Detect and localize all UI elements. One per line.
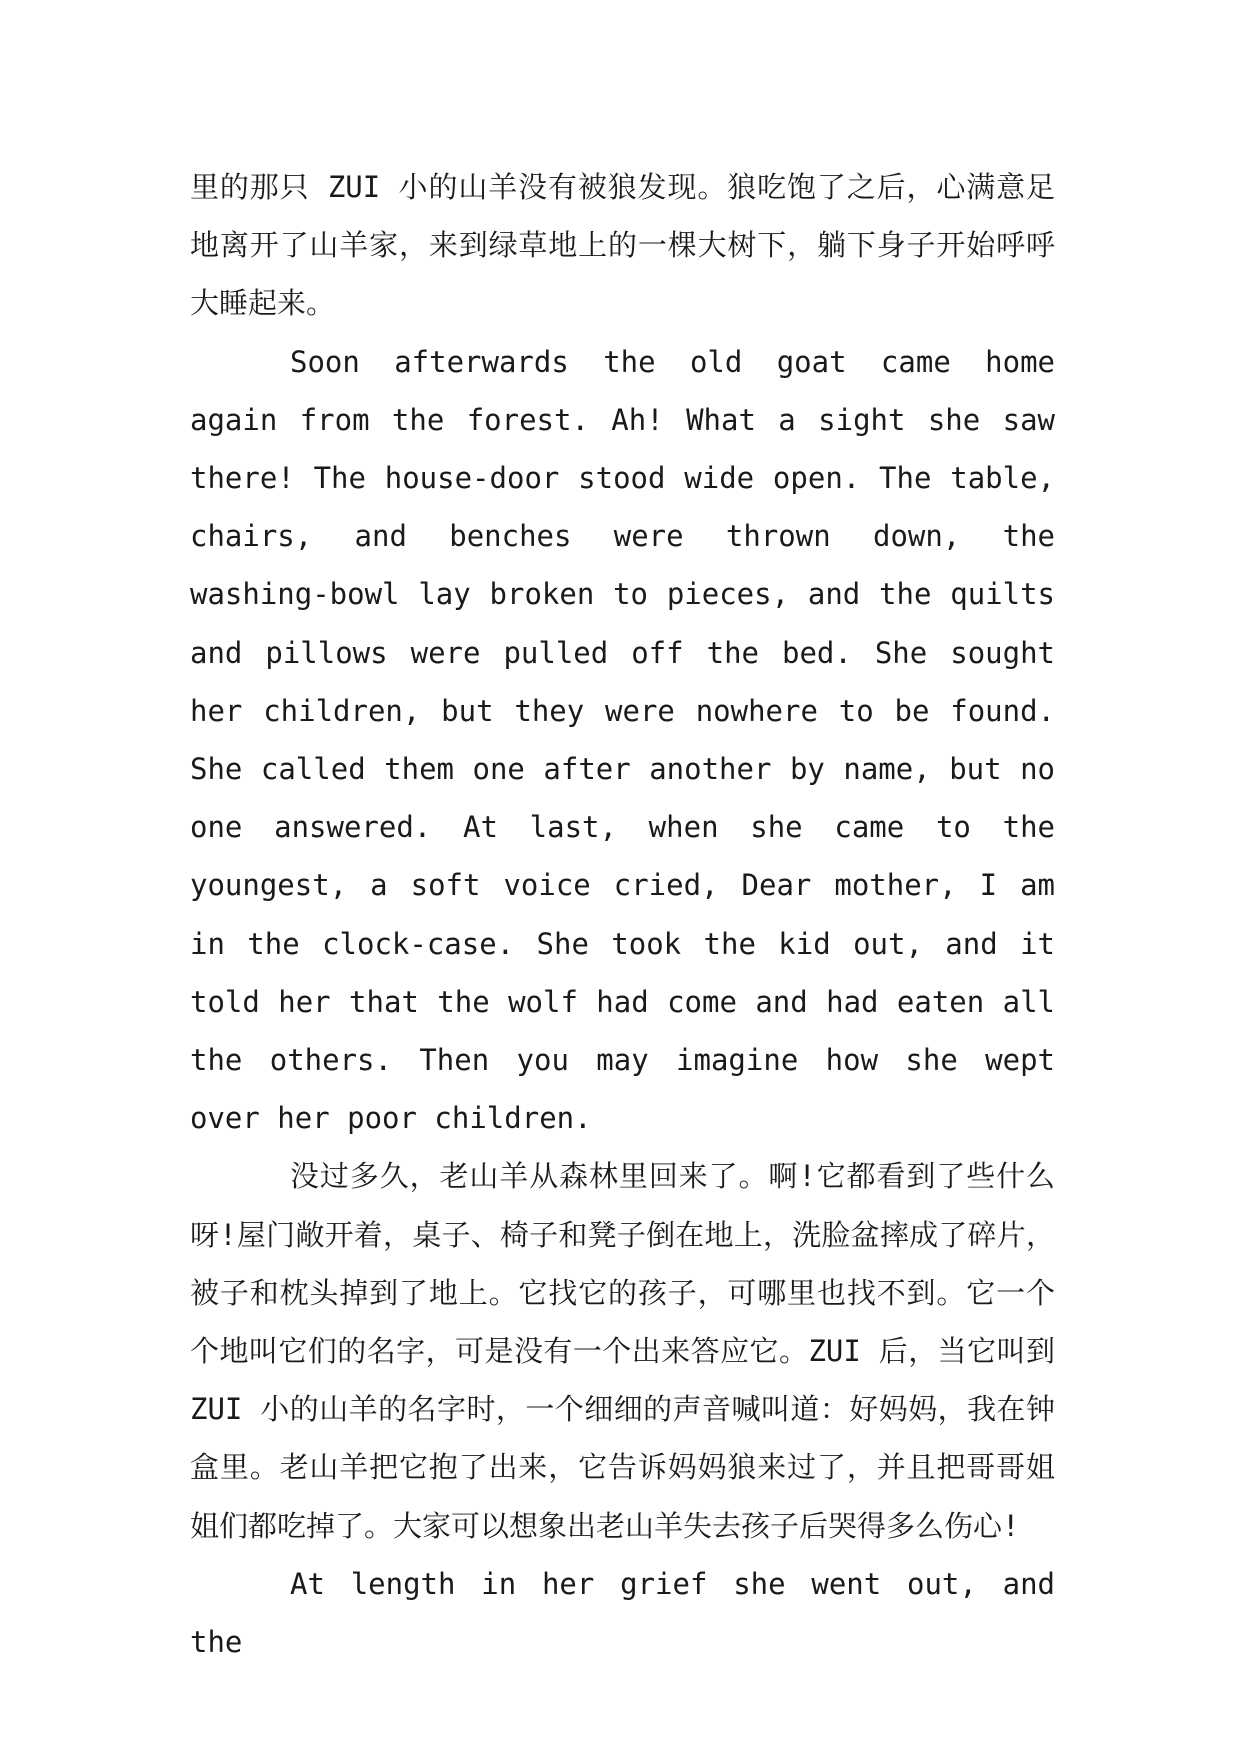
paragraph-english-goat-returns: Soon afterwards the old goat came home again from the forest. Ah! What a sight she saw there! The house-door stood wide open. The table, chairs, and benches were thrown down, the washing-bowl lay broken to pieces, and the quilts and pillows were pulled off the bed. She sought her children, but they were nowhere to be found. She called them one after another by name, but no one answered. At last, when she came to the youngest, a soft voice cried, Dear mother, I am in the clock-case. She took the kid out, and it told her that the wolf had come and had eaten all the others. Then you may imagine how she wept over her poor children. <box>190 344 1055 1136</box>
paragraph-chinese-intro: 里的那只 ZUI 小的山羊没有被狼发现。狼吃饱了之后，心满意足地离开了山羊家，来到绿草地上的一棵大树下，躺下身子开始呼呼大睡起来。 <box>190 170 1055 321</box>
paragraph-chinese-goat-returns: 没过多久，老山羊从森林里回来了。啊!它都看到了些什么呀!屋门敞开着，桌子、椅子和凳子倒在地上，洗脸盆摔成了碎片，被子和枕头掉到了地上。它找它的孩子，可哪里也找不到。它一个个地叫它们的名字，可是没有一个出来答应它。ZUI 后，当它叫到 ZUI 小的山羊的名字时，一个细细的声音喊叫道：好妈妈，我在钟盒里。老山羊把它抱了出来，它告诉妈妈狼来过了，并且把哥哥姐姐们都吃掉了。大家可以想象出老山羊失去孩子后哭得多么伤心! <box>190 1159 1055 1543</box>
document-body <box>190 158 1055 1671</box>
paragraph-english-grief: At length in her grief she went out, and the <box>190 1566 1055 1660</box>
